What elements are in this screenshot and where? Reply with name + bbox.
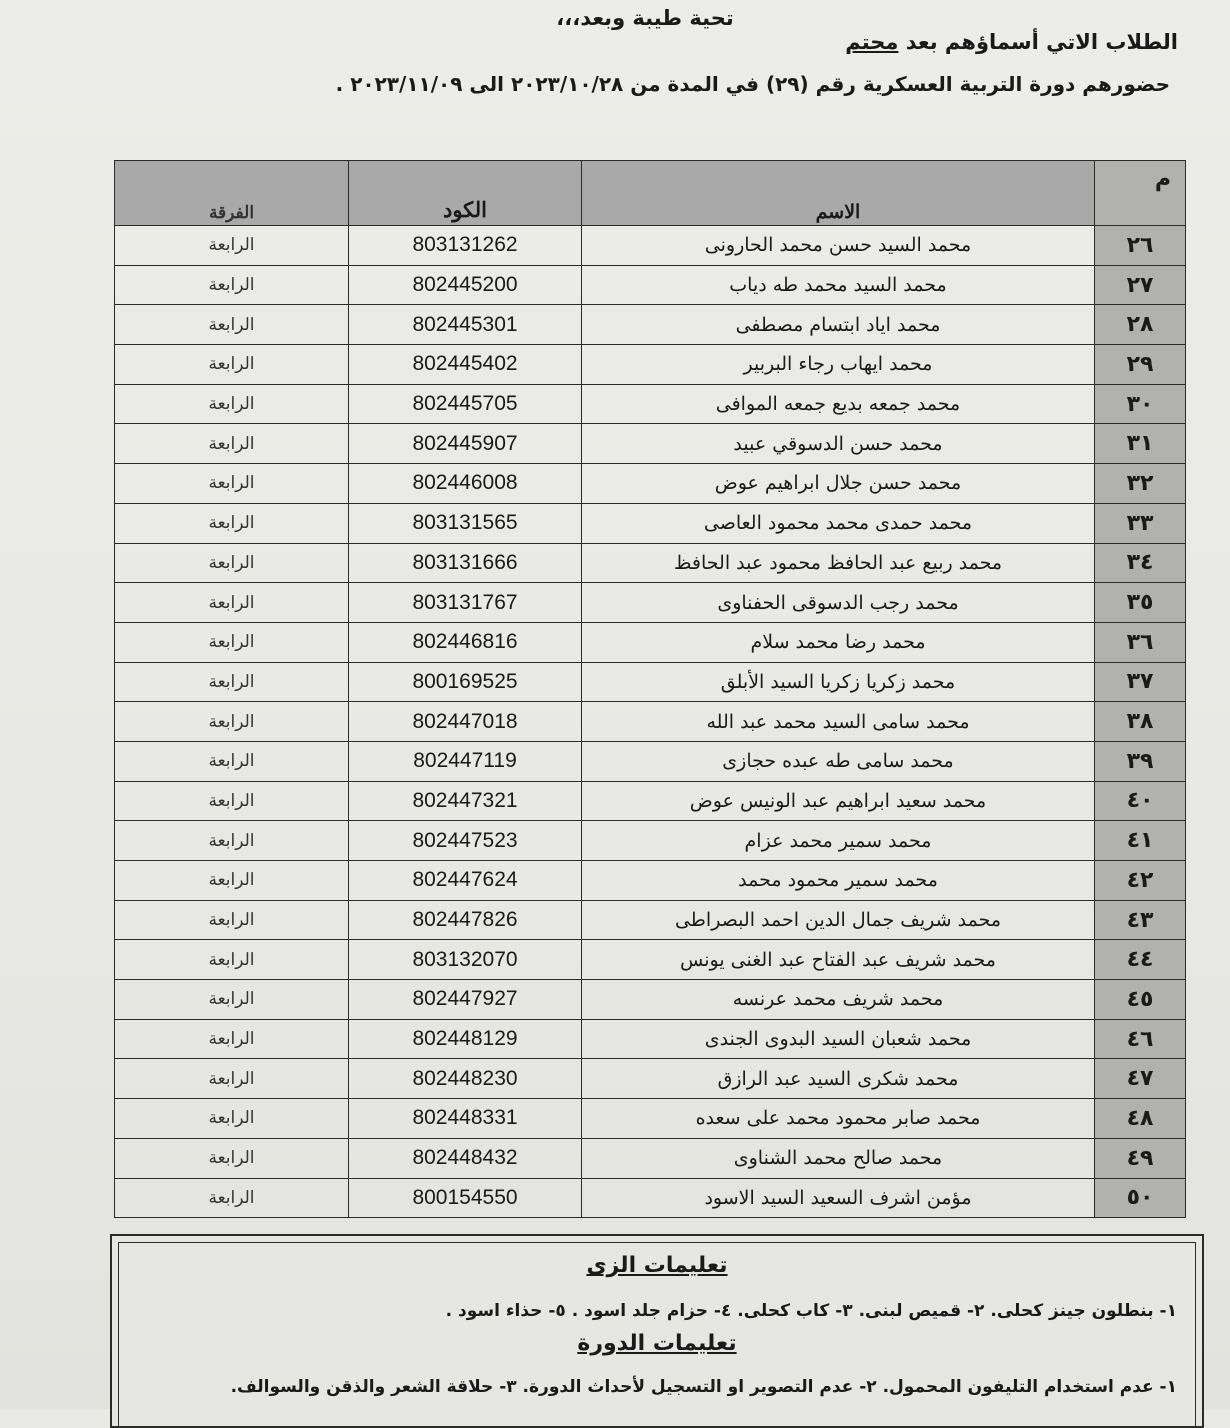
instructions-box (110, 1234, 1204, 1428)
row-number: ٤٤ (1095, 940, 1186, 980)
student-division: الرابعة (115, 702, 349, 742)
row-number: ٣١ (1095, 424, 1186, 464)
student-code: 803131767 (349, 583, 582, 623)
row-number: ٤٧ (1095, 1059, 1186, 1099)
table-header-row (115, 161, 1186, 226)
student-code: 802447321 (349, 781, 582, 821)
row-number: ٣٣ (1095, 503, 1186, 543)
students-table (114, 160, 1186, 1218)
instructions-inner-frame (118, 1242, 1196, 1426)
student-division: الرابعة (115, 622, 349, 662)
table-row (115, 464, 1186, 504)
student-name: محمد سامى طه عبده حجازى (582, 741, 1095, 781)
row-number: ٢٩ (1095, 345, 1186, 385)
column-header-name: الاسم (582, 161, 1095, 226)
student-division: الرابعة (115, 1178, 349, 1218)
table-row (115, 781, 1186, 821)
student-code: 802445200 (349, 265, 582, 305)
table-row (115, 503, 1186, 543)
row-number: ٣٨ (1095, 702, 1186, 742)
intro-line-2: حضورهم دورة التربية العسكرية رقم (٢٩) في المدة من ٢٠٢٣/١٠/٢٨ الى ٢٠٢٣/١١/٠٩ . (335, 72, 1170, 96)
student-name: محمد زكريا زكريا السيد الأبلق (582, 662, 1095, 702)
student-code: 802447826 (349, 900, 582, 940)
table-row (115, 305, 1186, 345)
student-code: 802447523 (349, 821, 582, 861)
column-header-code: الكود (349, 161, 582, 226)
student-name: محمد صابر محمود محمد على سعده (582, 1099, 1095, 1139)
student-name: محمد شريف جمال الدين احمد البصراطى (582, 900, 1095, 940)
student-name: محمد شعبان السيد البدوى الجندى (582, 1019, 1095, 1059)
row-number: ٣٩ (1095, 741, 1186, 781)
student-code: 803131666 (349, 543, 582, 583)
row-number: ٣٦ (1095, 622, 1186, 662)
row-number: ٣٤ (1095, 543, 1186, 583)
student-code: 803131262 (349, 226, 582, 266)
table-row (115, 543, 1186, 583)
student-code: 802445705 (349, 384, 582, 424)
table-row (115, 702, 1186, 742)
student-division: الرابعة (115, 1059, 349, 1099)
course-instructions-items: ١- عدم استخدام التليفون المحمول. ٢- عدم التصوير او التسجيل لأحداث الدورة. ٣- حلاقة الشعر والذقن والسوالف. (230, 1377, 1177, 1397)
student-code: 803132070 (349, 940, 582, 980)
student-name: محمد جمعه بديع جمعه الموافى (582, 384, 1095, 424)
student-name: محمد ايهاب رجاء البربير (582, 345, 1095, 385)
table-row (115, 226, 1186, 266)
student-name: محمد ربيع عبد الحافظ محمود عبد الحافظ (582, 543, 1095, 583)
row-number: ٣٠ (1095, 384, 1186, 424)
table-row (115, 821, 1186, 861)
student-name: محمد رجب الدسوقى الحفناوى (582, 583, 1095, 623)
student-code: 802445402 (349, 345, 582, 385)
student-name: محمد شريف محمد عرنسه (582, 980, 1095, 1020)
table-row (115, 980, 1186, 1020)
student-division: الرابعة (115, 265, 349, 305)
uniform-instructions-items: ١- بنطلون جينز كحلى. ٢- قميص لبنى. ٣- كاب كحلى. ٤- حزام جلد اسود . ٥- حذاء اسود . (445, 1301, 1177, 1321)
table-body (115, 226, 1186, 1218)
table-row (115, 1019, 1186, 1059)
column-header-division: الفرقة (115, 161, 349, 226)
student-name: محمد سعيد ابراهيم عبد الونيس عوض (582, 781, 1095, 821)
table-row (115, 265, 1186, 305)
student-name: مؤمن اشرف السعيد السيد الاسود (582, 1178, 1095, 1218)
student-code: 802445907 (349, 424, 582, 464)
table-row (115, 384, 1186, 424)
row-number: ٣٥ (1095, 583, 1186, 623)
student-name: محمد سمير محمد عزام (582, 821, 1095, 861)
student-code: 802447018 (349, 702, 582, 742)
student-division: الرابعة (115, 424, 349, 464)
student-division: الرابعة (115, 662, 349, 702)
student-division: الرابعة (115, 1099, 349, 1139)
student-division: الرابعة (115, 1138, 349, 1178)
student-division: الرابعة (115, 1019, 349, 1059)
student-name: محمد شريف عبد الفتاح عبد الغنى يونس (582, 940, 1095, 980)
student-code: 802446008 (349, 464, 582, 504)
table-row (115, 1059, 1186, 1099)
student-division: الرابعة (115, 384, 349, 424)
student-code: 802447927 (349, 980, 582, 1020)
row-number: ٤١ (1095, 821, 1186, 861)
table-row (115, 583, 1186, 623)
student-name: محمد شكرى السيد عبد الرازق (582, 1059, 1095, 1099)
table-row (115, 662, 1186, 702)
row-number: ٤٩ (1095, 1138, 1186, 1178)
student-division: الرابعة (115, 900, 349, 940)
student-division: الرابعة (115, 980, 349, 1020)
course-instructions-title: تعليمات الدورة (577, 1331, 737, 1356)
row-number: ٣٢ (1095, 464, 1186, 504)
row-number: ٤٢ (1095, 861, 1186, 901)
row-number: ٤٦ (1095, 1019, 1186, 1059)
student-division: الرابعة (115, 345, 349, 385)
student-name: محمد حمدى محمد محمود العاصى (582, 503, 1095, 543)
intro-line-1 (845, 30, 1178, 54)
row-number: ٣٧ (1095, 662, 1186, 702)
student-name: محمد حسن الدسوقي عبيد (582, 424, 1095, 464)
student-code: 800154550 (349, 1178, 582, 1218)
student-division: الرابعة (115, 781, 349, 821)
row-number: ٤٣ (1095, 900, 1186, 940)
student-division: الرابعة (115, 503, 349, 543)
student-code: 803131565 (349, 503, 582, 543)
row-number: ٤٨ (1095, 1099, 1186, 1139)
row-number: ٢٧ (1095, 265, 1186, 305)
student-code: 800169525 (349, 662, 582, 702)
student-code: 802448432 (349, 1138, 582, 1178)
student-code: 802448230 (349, 1059, 582, 1099)
row-number: ٤٠ (1095, 781, 1186, 821)
table-row (115, 1099, 1186, 1139)
intro-text-start: الطلاب الاتي أسماؤهم بعد (905, 30, 1178, 54)
student-name: محمد اياد ابتسام مصطفى (582, 305, 1095, 345)
table-row (115, 345, 1186, 385)
table-row (115, 861, 1186, 901)
student-name: محمد رضا محمد سلام (582, 622, 1095, 662)
student-division: الرابعة (115, 305, 349, 345)
table-row (115, 622, 1186, 662)
student-name: محمد السيد حسن محمد الحارونى (582, 226, 1095, 266)
student-name: محمد حسن جلال ابراهيم عوض (582, 464, 1095, 504)
table-row (115, 1178, 1186, 1218)
student-code: 802447119 (349, 741, 582, 781)
column-header-num: م (1095, 161, 1186, 226)
student-division: الرابعة (115, 464, 349, 504)
student-name: محمد السيد محمد طه دياب (582, 265, 1095, 305)
student-division: الرابعة (115, 741, 349, 781)
student-code: 802448129 (349, 1019, 582, 1059)
row-number: ٥٠ (1095, 1178, 1186, 1218)
row-number: ٢٦ (1095, 226, 1186, 266)
greeting-line: تحية طيبة وبعد،،، (556, 6, 734, 30)
student-division: الرابعة (115, 583, 349, 623)
student-name: محمد سمير محمود محمد (582, 861, 1095, 901)
row-number: ٤٥ (1095, 980, 1186, 1020)
uniform-instructions-title: تعليمات الزى (586, 1253, 728, 1278)
student-name: محمد سامى السيد محمد عبد الله (582, 702, 1095, 742)
table-row (115, 900, 1186, 940)
student-code: 802445301 (349, 305, 582, 345)
student-name: محمد صالح محمد الشناوى (582, 1138, 1095, 1178)
table-row (115, 1138, 1186, 1178)
student-code: 802448331 (349, 1099, 582, 1139)
student-code: 802446816 (349, 622, 582, 662)
table-row (115, 940, 1186, 980)
table-row (115, 741, 1186, 781)
student-division: الرابعة (115, 226, 349, 266)
students-table-container (114, 160, 1186, 1218)
student-division: الرابعة (115, 821, 349, 861)
table-row (115, 424, 1186, 464)
student-division: الرابعة (115, 543, 349, 583)
student-code: 802447624 (349, 861, 582, 901)
student-division: الرابعة (115, 861, 349, 901)
row-number: ٢٨ (1095, 305, 1186, 345)
intro-underlined-word: محتم (845, 30, 899, 54)
student-division: الرابعة (115, 940, 349, 980)
